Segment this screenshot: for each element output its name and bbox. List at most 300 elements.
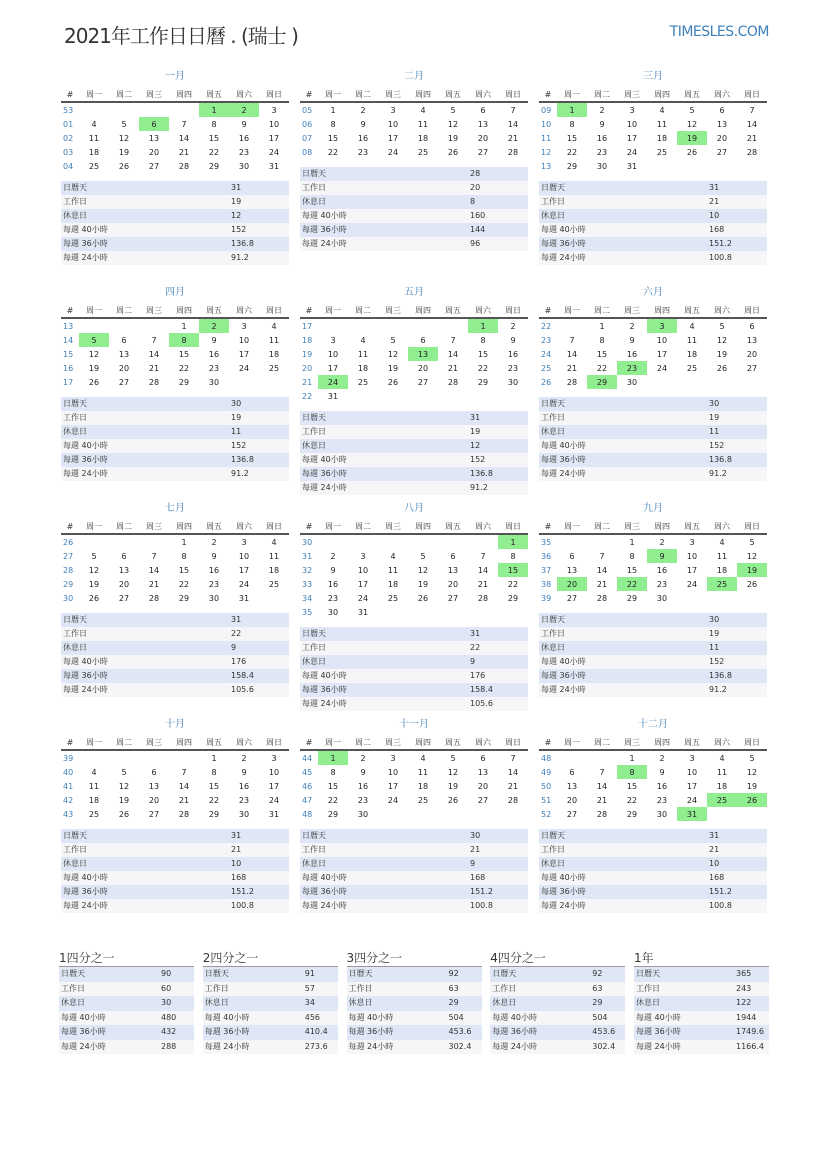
- week-row: [61, 534, 289, 549]
- day-cell: 30: [208, 593, 220, 603]
- stat-row: [539, 237, 767, 251]
- day-cell: 22: [617, 577, 647, 591]
- day-cell: 19: [447, 781, 459, 791]
- stat-value: 92: [448, 969, 459, 978]
- stat-value: 243: [736, 983, 752, 993]
- week-number: 09: [541, 105, 552, 115]
- day-cell: [707, 159, 737, 173]
- week-row: [300, 807, 528, 821]
- day-cell: 16: [327, 579, 339, 589]
- day-cell: 22: [327, 795, 339, 805]
- day-cell: 18: [387, 579, 399, 589]
- week-row: [300, 793, 528, 807]
- month-name: 四月: [165, 287, 185, 298]
- calendar-table: [61, 304, 289, 389]
- day-cell: 23: [327, 593, 339, 603]
- weekday-header: #: [61, 520, 79, 534]
- stat-value: 29: [448, 998, 459, 1007]
- weekday-header: 周一: [318, 88, 348, 102]
- stat-label: 日曆天: [63, 831, 87, 840]
- stat-row: [539, 453, 767, 467]
- stat-row: [490, 1040, 625, 1055]
- weekday-header: 周一: [557, 88, 587, 102]
- day-cell: 27: [477, 147, 489, 157]
- stat-label: 日曆天: [541, 399, 565, 408]
- stat-label: 休息日: [541, 643, 565, 652]
- stat-value: 453.6: [592, 1027, 616, 1036]
- week-row: [61, 563, 289, 577]
- day-cell: 24: [626, 147, 638, 157]
- day-cell: 17: [238, 565, 250, 575]
- day-cell: [438, 318, 468, 333]
- day-cell: 29: [178, 593, 190, 603]
- day-cell: 16: [208, 349, 220, 359]
- day-cell: 16: [238, 133, 250, 143]
- day-cell: 12: [746, 551, 758, 561]
- stat-label: 工作日: [302, 183, 326, 192]
- stat-label: 每週 24小時: [636, 1041, 681, 1051]
- week-number: 04: [63, 161, 74, 171]
- day-cell: 22: [208, 795, 220, 805]
- day-cell: 11: [656, 119, 668, 129]
- day-cell: 19: [677, 131, 707, 145]
- week-row: [61, 779, 289, 793]
- month-name: 二月: [404, 71, 424, 82]
- day-cell: 28: [566, 377, 578, 387]
- day-cell: 1: [629, 537, 635, 547]
- week-number: 49: [541, 767, 552, 777]
- stat-row: [203, 1025, 338, 1040]
- day-cell: 27: [746, 363, 758, 373]
- stat-value: 91.2: [231, 469, 249, 478]
- day-cell: 23: [208, 363, 220, 373]
- stat-label: 每週 40小時: [63, 225, 108, 234]
- stat-row: [300, 181, 528, 195]
- day-cell: 25: [268, 363, 280, 373]
- stat-row: [61, 209, 289, 223]
- stat-label: 日曆天: [204, 969, 229, 978]
- day-cell: 2: [241, 753, 247, 763]
- month-block: [61, 502, 289, 718]
- week-row: [61, 318, 289, 333]
- week-number: 03: [63, 147, 74, 157]
- day-cell: 20: [566, 795, 578, 805]
- stat-value: 151.2: [231, 887, 254, 896]
- day-cell: [378, 807, 408, 821]
- week-row: [300, 765, 528, 779]
- day-cell: 5: [420, 551, 426, 561]
- stat-value: 22: [231, 629, 242, 638]
- week-number: 25: [541, 363, 552, 373]
- stat-label: 每週 40小時: [302, 455, 347, 464]
- stat-value: 100.8: [709, 901, 732, 910]
- stat-value: 504: [448, 1012, 464, 1022]
- day-cell: 8: [569, 119, 575, 129]
- stat-label: 日曆天: [541, 831, 565, 840]
- day-cell: 2: [510, 321, 516, 331]
- stat-label: 休息日: [63, 643, 87, 652]
- weekday-header: 周六: [468, 520, 498, 534]
- stat-value: 19: [231, 413, 242, 422]
- week-number: 11: [541, 133, 552, 143]
- day-cell: [587, 534, 617, 549]
- stat-value: 31: [470, 413, 481, 422]
- day-cell: 29: [178, 377, 190, 387]
- weekday-header: 周二: [587, 736, 617, 750]
- day-cell: 14: [507, 767, 519, 777]
- stat-value: 28: [470, 169, 481, 178]
- week-row: [300, 102, 528, 117]
- stat-row: [300, 481, 528, 495]
- day-cell: 9: [629, 335, 635, 345]
- month-stats: [61, 829, 289, 913]
- week-number: 52: [541, 809, 552, 819]
- month-stats: [61, 181, 289, 265]
- weekday-header: 周五: [677, 304, 707, 318]
- week-number: 15: [63, 349, 74, 359]
- month-stats: [61, 397, 289, 481]
- week-row: [539, 361, 767, 375]
- day-cell: 20: [557, 577, 587, 591]
- day-cell: 3: [629, 105, 635, 115]
- day-cell: 1: [498, 534, 528, 549]
- stat-label: 休息日: [492, 998, 517, 1007]
- day-cell: 8: [211, 119, 217, 129]
- day-cell: 7: [181, 119, 187, 129]
- stat-label: 休息日: [63, 859, 87, 868]
- weekday-header-row: [539, 304, 767, 318]
- day-cell: 17: [686, 781, 698, 791]
- stat-value: 30: [161, 998, 172, 1007]
- day-cell: [139, 102, 169, 117]
- stat-row: [634, 967, 769, 982]
- day-cell: 29: [327, 809, 339, 819]
- week-number: 42: [63, 795, 74, 805]
- day-cell: 2: [599, 105, 605, 115]
- day-cell: 9: [330, 565, 336, 575]
- day-cell: 9: [360, 767, 366, 777]
- calendar-table: [539, 88, 767, 173]
- stat-label: 每週 24小時: [63, 685, 108, 694]
- week-number: 28: [63, 565, 74, 575]
- day-cell: 1: [318, 750, 348, 765]
- day-cell: 15: [208, 781, 220, 791]
- day-cell: 2: [659, 753, 665, 763]
- week-number: 35: [541, 537, 552, 547]
- month-block: [539, 718, 767, 934]
- stat-label: 休息日: [302, 657, 326, 666]
- weekday-header: 周二: [348, 88, 378, 102]
- day-cell: 19: [88, 579, 100, 589]
- stat-row: [61, 223, 289, 237]
- day-cell: 24: [656, 363, 668, 373]
- month-name: 一月: [165, 71, 185, 82]
- weekday-header: 周三: [617, 88, 647, 102]
- weekday-header: 周日: [498, 88, 528, 102]
- month-stats: [539, 181, 767, 265]
- month-name: 十二月: [638, 719, 668, 730]
- stat-label: 每週 40小時: [302, 211, 347, 220]
- stat-label: 每週 24小時: [302, 699, 347, 708]
- week-row: [539, 765, 767, 779]
- day-cell: 10: [238, 551, 250, 561]
- week-number: 48: [541, 753, 552, 763]
- day-cell: 28: [507, 147, 519, 157]
- day-cell: 29: [566, 161, 578, 171]
- stat-row: [539, 251, 767, 265]
- stat-value: 34: [304, 998, 315, 1007]
- stat-row: [539, 209, 767, 223]
- week-number: 47: [302, 795, 313, 805]
- stat-label: 工作日: [63, 413, 87, 422]
- month-stats: [300, 411, 528, 495]
- day-cell: 2: [199, 318, 229, 333]
- week-number: 26: [63, 537, 74, 547]
- weekday-header-row: [539, 520, 767, 534]
- stat-value: 91: [304, 969, 315, 978]
- week-number: 53: [63, 105, 74, 115]
- day-cell: 15: [327, 133, 339, 143]
- day-cell: 7: [450, 335, 456, 345]
- day-cell: 3: [689, 537, 695, 547]
- day-cell: 22: [596, 363, 608, 373]
- week-row: [300, 750, 528, 765]
- stat-row: [347, 967, 482, 982]
- day-cell: 20: [148, 795, 160, 805]
- day-cell: 28: [148, 593, 160, 603]
- day-cell: 12: [387, 349, 399, 359]
- day-cell: 15: [208, 133, 220, 143]
- stat-row: [59, 1011, 194, 1026]
- day-cell: 12: [447, 119, 459, 129]
- day-cell: 25: [686, 363, 698, 373]
- stat-row: [539, 397, 767, 411]
- day-cell: 23: [357, 147, 369, 157]
- month-block: [539, 286, 767, 502]
- stat-label: 日曆天: [61, 969, 85, 978]
- stat-value: 30: [709, 615, 720, 624]
- day-cell: 6: [139, 117, 169, 131]
- stat-row: [634, 1011, 769, 1026]
- week-number: 21: [302, 377, 313, 387]
- day-cell: 30: [656, 809, 668, 819]
- day-cell: [557, 318, 587, 333]
- week-number: 10: [541, 119, 552, 129]
- stat-value: 105.6: [231, 685, 254, 694]
- quarter-block: [59, 950, 194, 1054]
- stat-label: 日曆天: [348, 969, 373, 978]
- stat-label: 日曆天: [63, 183, 87, 192]
- stat-value: 21: [231, 845, 242, 854]
- day-cell: 1: [181, 321, 187, 331]
- day-cell: 28: [746, 147, 758, 157]
- day-cell: 15: [566, 133, 578, 143]
- week-number: 50: [541, 781, 552, 791]
- day-cell: 3: [241, 321, 247, 331]
- stat-label: 工作日: [541, 413, 565, 422]
- day-cell: 14: [178, 781, 190, 791]
- day-cell: 6: [569, 767, 575, 777]
- day-cell: 19: [447, 133, 459, 143]
- stat-row: [61, 411, 289, 425]
- day-cell: 22: [327, 147, 339, 157]
- stat-label: 日曆天: [63, 615, 87, 624]
- stat-value: 158.4: [470, 685, 493, 694]
- day-cell: [647, 159, 677, 173]
- month-name: 三月: [643, 71, 663, 82]
- stat-row: [300, 453, 528, 467]
- day-cell: 29: [587, 375, 617, 389]
- stat-row: [300, 899, 528, 913]
- week-row: [539, 347, 767, 361]
- day-cell: 20: [118, 363, 130, 373]
- day-cell: 21: [596, 579, 608, 589]
- day-cell: 14: [746, 119, 758, 129]
- day-cell: 16: [357, 133, 369, 143]
- stat-row: [300, 641, 528, 655]
- stat-row: [203, 1040, 338, 1055]
- stat-value: 57: [304, 983, 315, 993]
- day-cell: 3: [330, 335, 336, 345]
- day-cell: 4: [420, 753, 426, 763]
- stat-row: [490, 982, 625, 997]
- stat-row: [203, 996, 338, 1011]
- day-cell: 29: [507, 593, 519, 603]
- day-cell: 11: [268, 335, 280, 345]
- week-row: [61, 333, 289, 347]
- stat-label: 工作日: [636, 983, 660, 993]
- week-row: [61, 117, 289, 131]
- week-row: [300, 117, 528, 131]
- stat-label: 每週 24小時: [302, 483, 347, 492]
- day-cell: [498, 807, 528, 821]
- weekday-header: 周一: [557, 304, 587, 318]
- weekday-header: 周二: [348, 520, 378, 534]
- stat-row: [61, 857, 289, 871]
- stat-row: [490, 1011, 625, 1026]
- day-cell: [707, 591, 737, 605]
- day-cell: 7: [151, 335, 157, 345]
- day-cell: 17: [268, 133, 280, 143]
- day-cell: 20: [716, 133, 728, 143]
- day-cell: 1: [181, 537, 187, 547]
- week-number: 12: [541, 147, 552, 157]
- day-cell: 17: [268, 781, 280, 791]
- day-cell: [378, 389, 408, 403]
- stat-row: [61, 467, 289, 481]
- stat-label: 日曆天: [636, 969, 660, 978]
- week-number: 19: [302, 349, 313, 359]
- stat-label: 每週 36小時: [348, 1027, 394, 1036]
- weekday-header: 周三: [378, 304, 408, 318]
- day-cell: 10: [238, 335, 250, 345]
- calendar-table: [300, 736, 528, 821]
- stat-row: [347, 982, 482, 997]
- day-cell: 5: [689, 105, 695, 115]
- stat-row: [300, 669, 528, 683]
- stat-label: 日曆天: [302, 169, 326, 178]
- stat-row: [300, 843, 528, 857]
- stat-value: 91.2: [709, 469, 727, 478]
- day-cell: 6: [121, 551, 127, 561]
- stat-row: [539, 885, 767, 899]
- day-cell: 25: [88, 809, 100, 819]
- day-cell: 21: [178, 795, 190, 805]
- site-logo[interactable]: TIMESLES.COM: [669, 24, 769, 40]
- day-cell: 18: [716, 781, 728, 791]
- weekday-header: 周日: [259, 88, 289, 102]
- stat-label: 日曆天: [541, 183, 565, 192]
- day-cell: 2: [629, 321, 635, 331]
- day-cell: 18: [268, 565, 280, 575]
- stat-label: 每週 24小時: [63, 469, 108, 478]
- month-row: [61, 718, 767, 934]
- stat-row: [61, 613, 289, 627]
- week-row: [61, 102, 289, 117]
- stat-row: [61, 425, 289, 439]
- stat-row: [539, 181, 767, 195]
- month-stats: [300, 627, 528, 711]
- day-cell: 9: [241, 767, 247, 777]
- stat-label: 每週 40小時: [348, 1012, 394, 1022]
- stat-row: [300, 411, 528, 425]
- day-cell: 26: [118, 809, 130, 819]
- stat-value: 151.2: [709, 887, 732, 896]
- week-row: [539, 793, 767, 807]
- day-cell: 6: [450, 551, 456, 561]
- weekday-header: 周三: [139, 304, 169, 318]
- day-cell: 13: [566, 565, 578, 575]
- weekday-header: 周日: [737, 88, 767, 102]
- stat-row: [490, 996, 625, 1011]
- calendar-table: [539, 736, 767, 821]
- day-cell: 4: [390, 551, 396, 561]
- week-number: 18: [302, 335, 313, 345]
- day-cell: 31: [268, 161, 280, 171]
- week-row: [539, 102, 767, 117]
- weekday-header: 周三: [378, 736, 408, 750]
- weekday-header-row: [61, 304, 289, 318]
- stat-value: 100.8: [709, 253, 732, 262]
- weekday-header: 周日: [737, 304, 767, 318]
- day-cell: 12: [88, 349, 100, 359]
- day-cell: 11: [357, 349, 369, 359]
- stat-row: [61, 251, 289, 265]
- stat-value: 410.4: [304, 1027, 328, 1036]
- stat-label: 每週 40小時: [63, 441, 108, 450]
- stat-label: 日曆天: [541, 615, 565, 624]
- week-row: [539, 549, 767, 563]
- day-cell: 5: [121, 767, 127, 777]
- day-cell: 18: [88, 147, 100, 157]
- weekday-header: 周二: [109, 520, 139, 534]
- day-cell: 20: [118, 579, 130, 589]
- day-cell: 12: [746, 767, 758, 777]
- day-cell: 14: [148, 349, 160, 359]
- day-cell: 25: [88, 161, 100, 171]
- day-cell: 26: [387, 377, 399, 387]
- stat-label: 每週 36小時: [541, 455, 586, 464]
- day-cell: 26: [88, 593, 100, 603]
- day-cell: 5: [91, 551, 97, 561]
- day-cell: 20: [148, 147, 160, 157]
- weekday-header: 周四: [408, 88, 438, 102]
- week-row: [539, 807, 767, 821]
- day-cell: 7: [569, 335, 575, 345]
- stat-row: [59, 967, 194, 982]
- day-cell: [378, 318, 408, 333]
- day-cell: 9: [659, 767, 665, 777]
